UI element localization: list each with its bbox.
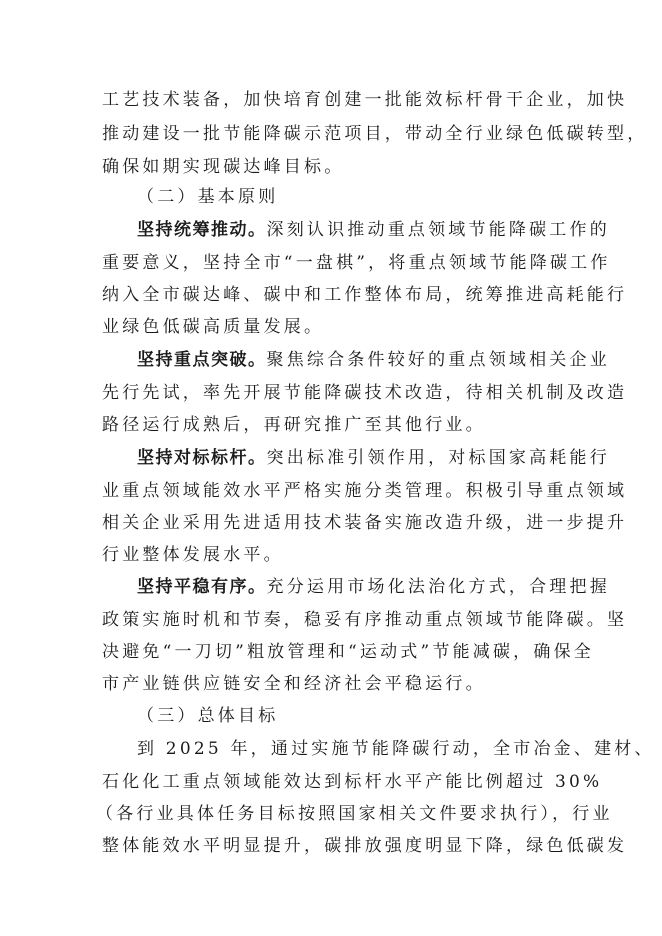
paragraph-line: 工艺技术装备，加快培育创建一批能效标杆骨干企业，加快 — [102, 90, 628, 110]
paragraph-line: （各行业具体任务目标按照国家相关文件要求执行），行业 — [96, 804, 613, 824]
principle-title: 坚持平稳有序。 — [137, 577, 267, 597]
paragraph-line: 相关企业采用先进适用技术装备实施改造升级，进一步提升 — [102, 513, 628, 533]
section-heading-goals: （三）总体目标 — [137, 706, 279, 726]
paragraph-line: 决避免“一刀切”粗放管理和“运动式”节能减碳，确保全 — [102, 642, 594, 662]
principle-paragraph-first-line — [137, 219, 610, 241]
principle-text: 深刻认识推动重点领域节能降碳工作的 — [266, 220, 610, 240]
principle-title: 坚持统筹推动。 — [137, 220, 267, 240]
paragraph-line: 市产业链供应链安全和经济社会平稳运行。 — [102, 674, 486, 694]
section-heading-principles: （二）基本原则 — [137, 187, 279, 207]
paragraph-line: 推动建设一批节能降碳示范项目，带动全行业绿色低碳转型， — [102, 124, 648, 144]
paragraph-line: 业重点领域能效水平严格实施分类管理。积极引导重点领域 — [102, 481, 628, 501]
principle-paragraph-first-line — [137, 447, 610, 469]
paragraph-line: 业绿色低碳高质量发展。 — [102, 317, 325, 337]
principle-paragraph-first-line — [137, 349, 610, 371]
principle-text: 充分运用市场化法治化方式，合理把握 — [266, 577, 610, 597]
paragraph-line: 路径运行成熟后，再研究推广至其他行业。 — [102, 415, 486, 435]
principle-title: 坚持对标标杆。 — [137, 448, 267, 468]
paragraph-line: 整体能效水平明显提升，碳排放强度明显下降，绿色低碳发 — [102, 836, 628, 856]
principle-paragraph-first-line — [137, 576, 610, 598]
principle-text: 突出标准引领作用，对标国家高耗能行 — [266, 448, 610, 468]
paragraph-line: 石化化工重点领域能效达到标杆水平产能比例超过 30% — [102, 772, 603, 792]
paragraph-line: 政策实施时机和节奏，稳妥有序推动重点领域节能降碳。坚 — [102, 610, 628, 630]
paragraph-line: 纳入全市碳达峰、碳中和工作整体布局，统筹推进高耗能行 — [102, 285, 628, 305]
principle-text: 聚焦综合条件较好的重点领域相关企业 — [266, 350, 610, 370]
principle-title: 坚持重点突破。 — [137, 350, 267, 370]
paragraph-line: 先行先试，率先开展节能降碳技术改造，待相关机制及改造 — [102, 383, 628, 403]
paragraph-line: 行业整体发展水平。 — [102, 545, 284, 565]
paragraph-line: 重要意义，坚持全市“一盘棋”，将重点领域节能降碳工作 — [102, 253, 611, 273]
paragraph-line: 到 2025 年，通过实施节能降碳行动，全市冶金、建材、 — [137, 739, 655, 759]
paragraph-line: 确保如期实现碳达峰目标。 — [102, 157, 345, 177]
